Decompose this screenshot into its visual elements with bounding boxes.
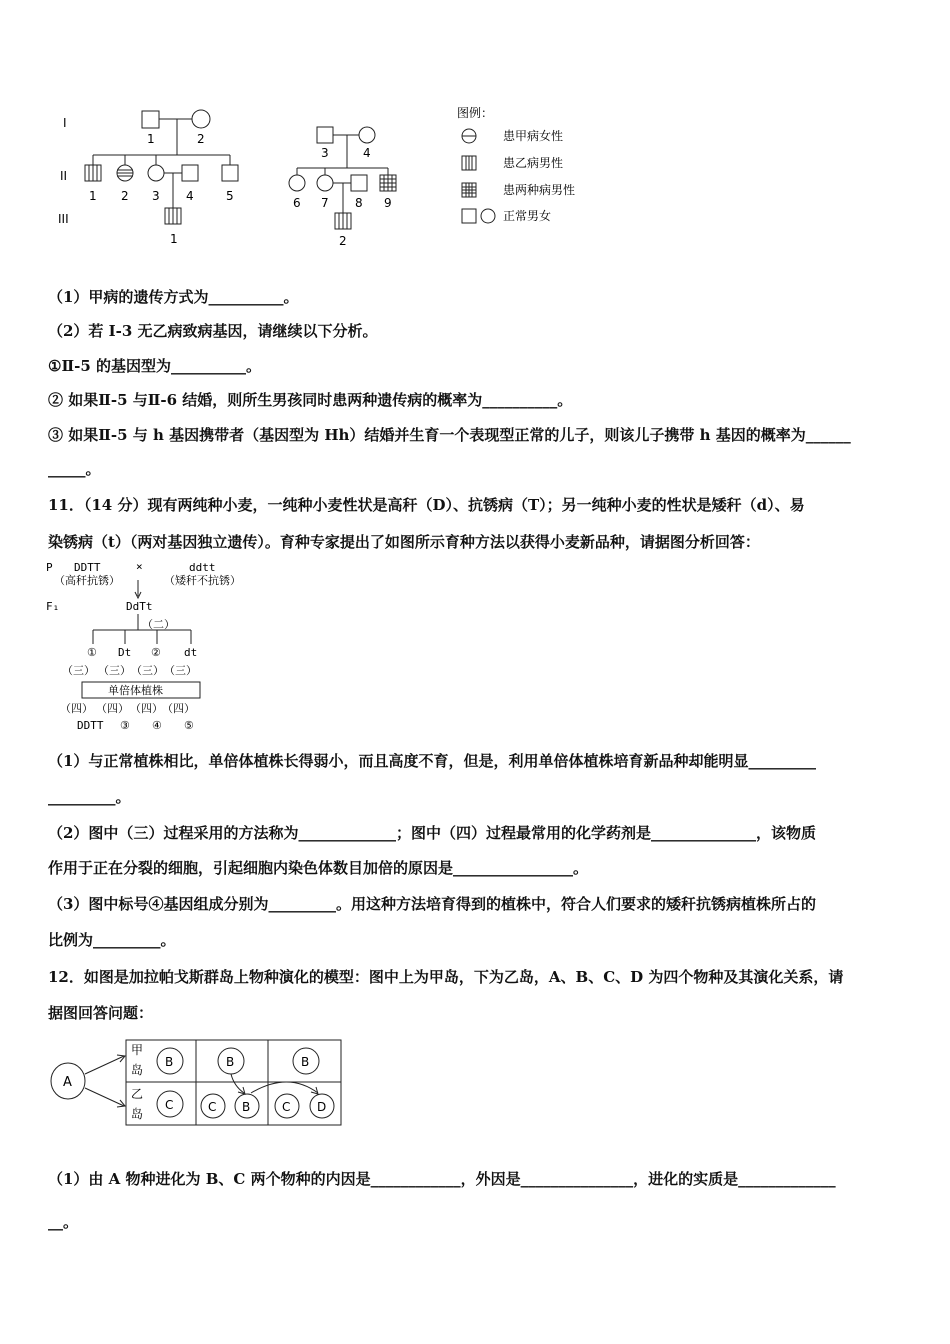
- step-two-label: （二）: [142, 618, 175, 631]
- f1-II2-num: 2: [121, 189, 129, 203]
- f1-genotype: DdTt: [126, 600, 153, 613]
- generation-label-II: II: [60, 169, 68, 183]
- q11-part3-line1: （3）图中标号④基因组成分别为_________。用这种方法培育得到的植株中，符合人们要求的矮秆抗锈病植株所占的: [48, 895, 816, 913]
- legend-both-male-icon: [462, 183, 476, 197]
- legend-item-4: 正常男女: [503, 209, 552, 223]
- parent1-genotype: DDTT: [74, 561, 101, 574]
- q12-part1-line2: __。: [48, 1213, 79, 1231]
- bottom-species-3-label: B: [242, 1100, 251, 1114]
- f2-II8-num: 8: [355, 196, 363, 210]
- gamete-2: Dt: [118, 646, 132, 659]
- result-4: ⑤: [184, 719, 194, 732]
- haploid-label: 单倍体植株: [108, 684, 163, 697]
- migration-arrow-2: [251, 1082, 318, 1093]
- top-species-3-label: B: [301, 1055, 310, 1069]
- legend-item-1: 患甲病女性: [503, 129, 564, 143]
- f2-II8-male: [351, 175, 367, 191]
- generation-label-I: I: [63, 116, 67, 130]
- f2-II9-num: 9: [384, 196, 392, 210]
- step-four-1: （四）: [60, 702, 93, 715]
- f1-II5-male: [222, 165, 238, 181]
- f2-II7-num: 7: [321, 196, 329, 210]
- bottom-species-4-label: C: [282, 1100, 291, 1114]
- q10-part2-3-cont: _____。: [48, 460, 101, 478]
- f1-II1-affected-yi-male: [85, 165, 101, 181]
- gamete-3: ②: [151, 646, 161, 659]
- generation-label-III: III: [58, 212, 69, 226]
- f1-II5-num: 5: [226, 189, 234, 203]
- q10-part2-2: ② 如果Ⅱ-5 与Ⅱ-6 结婚，则所生男孩同时患两种遗传病的概率为__________。: [48, 391, 573, 409]
- f1-II3-num: 3: [152, 189, 160, 203]
- pedigree-chart: [55, 95, 415, 250]
- species-a-label: A: [63, 1075, 72, 1090]
- step-three-1: （三）: [62, 664, 95, 677]
- bottom-species-5-label: D: [317, 1100, 327, 1114]
- result-3: ④: [152, 719, 162, 732]
- step-four-2: （四）: [96, 702, 129, 715]
- parent1-phenotype: （高秆抗锈）: [54, 574, 120, 587]
- f2-I3-male: [317, 127, 333, 143]
- island-top-label-2: 岛: [131, 1063, 144, 1077]
- island-bottom-label-1: 乙: [131, 1087, 144, 1101]
- pedigree-legend: [455, 105, 605, 230]
- f1-II1-num: 1: [89, 189, 97, 203]
- step-four-4: （四）: [162, 702, 195, 715]
- f2-II9-affected-both-male: [380, 175, 396, 191]
- speciation-diagram: [48, 1036, 348, 1131]
- f2-II6-num: 6: [293, 196, 301, 210]
- step-three-4: （三）: [164, 664, 197, 677]
- gamete-4: dt: [184, 646, 198, 659]
- legend-item-3: 患两种病男性: [503, 183, 576, 197]
- f1-II4-num: 4: [186, 189, 194, 203]
- legend-normal-icon: [462, 209, 495, 223]
- f1-I1-male: [142, 111, 159, 128]
- q10-part2-1: ①Ⅱ-5 的基因型为__________。: [48, 357, 261, 375]
- f2-I4-num: 4: [363, 146, 371, 160]
- migration-arrow-1: [231, 1074, 244, 1093]
- f2-III2-affected-yi-male: [335, 213, 351, 229]
- q11-part1-line2: _________。: [48, 788, 131, 806]
- step-three-3: （三）: [131, 664, 164, 677]
- step-three-2: （三）: [98, 664, 131, 677]
- island-top-label-1: 甲: [131, 1043, 144, 1057]
- q11-part1-line1: （1）与正常植株相比，单倍体植株长得弱小，而且高度不育，但是，利用单倍体植株培育新品种却能明显_________: [48, 752, 816, 770]
- f2-I3-num: 3: [321, 146, 329, 160]
- f1-I1-num: 1: [147, 132, 155, 146]
- f1-II2-affected-jia-female: [117, 165, 133, 181]
- q11-part3-line2: 比例为_________。: [48, 931, 176, 949]
- f1-II3-female: [148, 165, 164, 181]
- result-2: ③: [120, 719, 130, 732]
- f1-III1-num: 1: [170, 232, 178, 246]
- bottom-species-2-label: C: [208, 1100, 217, 1114]
- q12-intro-line2: 据图回答问题：: [48, 1004, 154, 1022]
- q10-part1: （1）甲病的遗传方式为__________。: [48, 288, 299, 306]
- f1-II4-male: [182, 165, 198, 181]
- legend-yi-male-icon: [462, 156, 476, 170]
- f1-III1-affected-yi-male: [165, 208, 181, 224]
- step-four-3: （四）: [130, 702, 163, 715]
- top-species-1-label: B: [165, 1055, 174, 1069]
- breeding-diagram: [44, 558, 264, 738]
- cross-symbol: ×: [136, 560, 143, 573]
- q10-part2-3: ③ 如果Ⅱ-5 与 h 基因携带者（基因型为 Hh）结婚并生育一个表现型正常的儿子，则该儿子携带 h 基因的概率为______: [48, 426, 851, 444]
- p-label: P: [46, 561, 53, 574]
- legend-title: 图例：: [457, 106, 494, 120]
- bottom-species-1-label: C: [165, 1098, 174, 1112]
- legend-item-2: 患乙病男性: [503, 156, 564, 170]
- q11-intro-line1: 11．（14 分）现有两纯种小麦，一纯种小麦性状是高秆（D）、抗锈病（T）；另一纯种小麦的性状是矮秆（d）、易: [48, 496, 805, 514]
- f1-I2-female: [192, 110, 210, 128]
- q11-part2-line1: （2）图中（三）过程采用的方法称为_____________；图中（四）过程最常用的化学药剂是______________，该物质: [48, 824, 816, 842]
- q11-part2-line2: 作用于正在分裂的细胞，引起细胞内染色体数目加倍的原因是________________。: [48, 859, 589, 877]
- legend-jia-female-icon: [462, 129, 476, 143]
- f2-II6-female: [289, 175, 305, 191]
- parent2-genotype: ddtt: [189, 561, 216, 574]
- q12-intro-line1: 12．如图是加拉帕戈斯群岛上物种演化的模型：图中上为甲岛，下为乙岛，A、B、C、D 为四个物种及其演化关系，请: [48, 968, 844, 986]
- f1-I2-num: 2: [197, 132, 205, 146]
- result-1: DDTT: [77, 719, 104, 732]
- island-bottom-label-2: 岛: [131, 1107, 144, 1121]
- f2-II7-female: [317, 175, 333, 191]
- q11-intro-line2: 染锈病（t）（两对基因独立遗传）。育种专家提出了如图所示育种方法以获得小麦新品种，请据图分析回答：: [48, 533, 760, 551]
- q12-part1-line1: （1）由 A 物种进化为 B、C 两个物种的内因是____________，外因是_______________，进化的实质是_____________: [48, 1170, 836, 1188]
- f1-label: F₁: [46, 600, 60, 613]
- parent2-phenotype: （矮秆不抗锈）: [164, 574, 241, 587]
- f2-I4-female: [359, 127, 375, 143]
- gamete-1: ①: [87, 646, 97, 659]
- f2-III2-num: 2: [339, 234, 347, 248]
- top-species-2-label: B: [226, 1055, 235, 1069]
- q10-part2: （2）若 I-3 无乙病致病基因，请继续以下分析。: [48, 322, 378, 340]
